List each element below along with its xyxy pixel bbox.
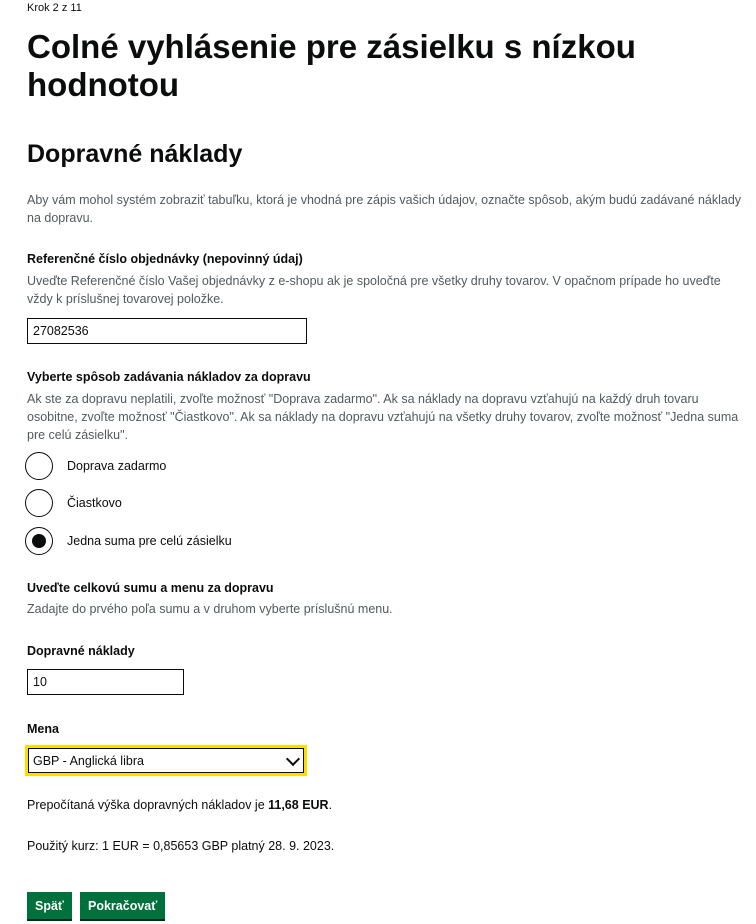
currency-selected-value: GBP - Anglická libra: [33, 753, 144, 768]
radio-label: Jedna suma pre celú zásielku: [67, 534, 232, 548]
page-title: Colné vyhlásenie pre zásielku s nízkou hodnotou: [27, 28, 636, 103]
method-hint: Ak ste za dopravu neplatili, zvoľte možnosť "Doprava zadarmo". Ak sa náklady na dopravu vzťahujú na každý druh tovaru osobitne, zvoľte možnosť "Čiastkovo". Ak sa náklady na dopravu vzťahujú na všetky druhy tovarov, zvoľte možnosť "Jedna suma pre celú zásielku".: [27, 392, 739, 442]
continue-button[interactable]: Pokračovať: [80, 892, 165, 919]
radio-circle[interactable]: [25, 452, 53, 480]
radio-label: Doprava zadarmo: [67, 459, 167, 473]
back-button[interactable]: Späť: [27, 892, 72, 919]
exchange-rate-text: Použitý kurz: 1 EUR = 0,85653 GBP platný 28. 9. 2023.: [27, 839, 335, 853]
reference-hint: Uveďte Referenčné číslo Vašej objednávky z e-shopu ak je spoločná pre všetky druhy tovarov. V opačnom prípade ho uveďte vždy k príslušnej tovarovej položke.: [27, 274, 721, 306]
total-hint: Zadajte do prvého poľa sumu a v druhom vyberte príslušnú menu.: [27, 602, 393, 616]
radio-circle-selected[interactable]: [25, 527, 53, 555]
currency-label: Mena: [27, 722, 59, 736]
method-label: Vyberte spôsob zadávania nákladov za dopravu: [27, 370, 311, 384]
recalculated-amount: 11,68 EUR: [268, 798, 329, 812]
radio-partial[interactable]: [25, 487, 122, 519]
reference-label: Referenčné číslo objednávky (nepovinný údaj): [27, 252, 303, 266]
cost-input[interactable]: [27, 669, 184, 695]
step-indicator: Krok 2 z 11: [27, 2, 82, 14]
radio-free-shipping[interactable]: [25, 450, 166, 482]
chevron-down-icon: [286, 751, 300, 765]
radio-selected-dot: [32, 534, 46, 548]
section-description: Aby vám mohol systém zobraziť tabuľku, ktorá je vhodná pre zápis vašich údajov, označte spôsob, akým budú zadávané náklady na dopravu.: [27, 193, 742, 225]
radio-single-sum[interactable]: [25, 525, 232, 557]
radio-circle[interactable]: [25, 489, 53, 517]
total-label: Uveďte celkovú sumu a menu za dopravu: [27, 581, 274, 595]
radio-label: Čiastkovo: [67, 496, 122, 510]
currency-select[interactable]: [25, 745, 307, 776]
reference-number-input[interactable]: [27, 318, 307, 344]
cost-label: Dopravné náklady: [27, 644, 135, 658]
recalculated-amount-text: Prepočítaná výška dopravných nákladov je 11,68 EUR.: [27, 798, 333, 812]
section-title: Dopravné náklady: [27, 140, 243, 168]
